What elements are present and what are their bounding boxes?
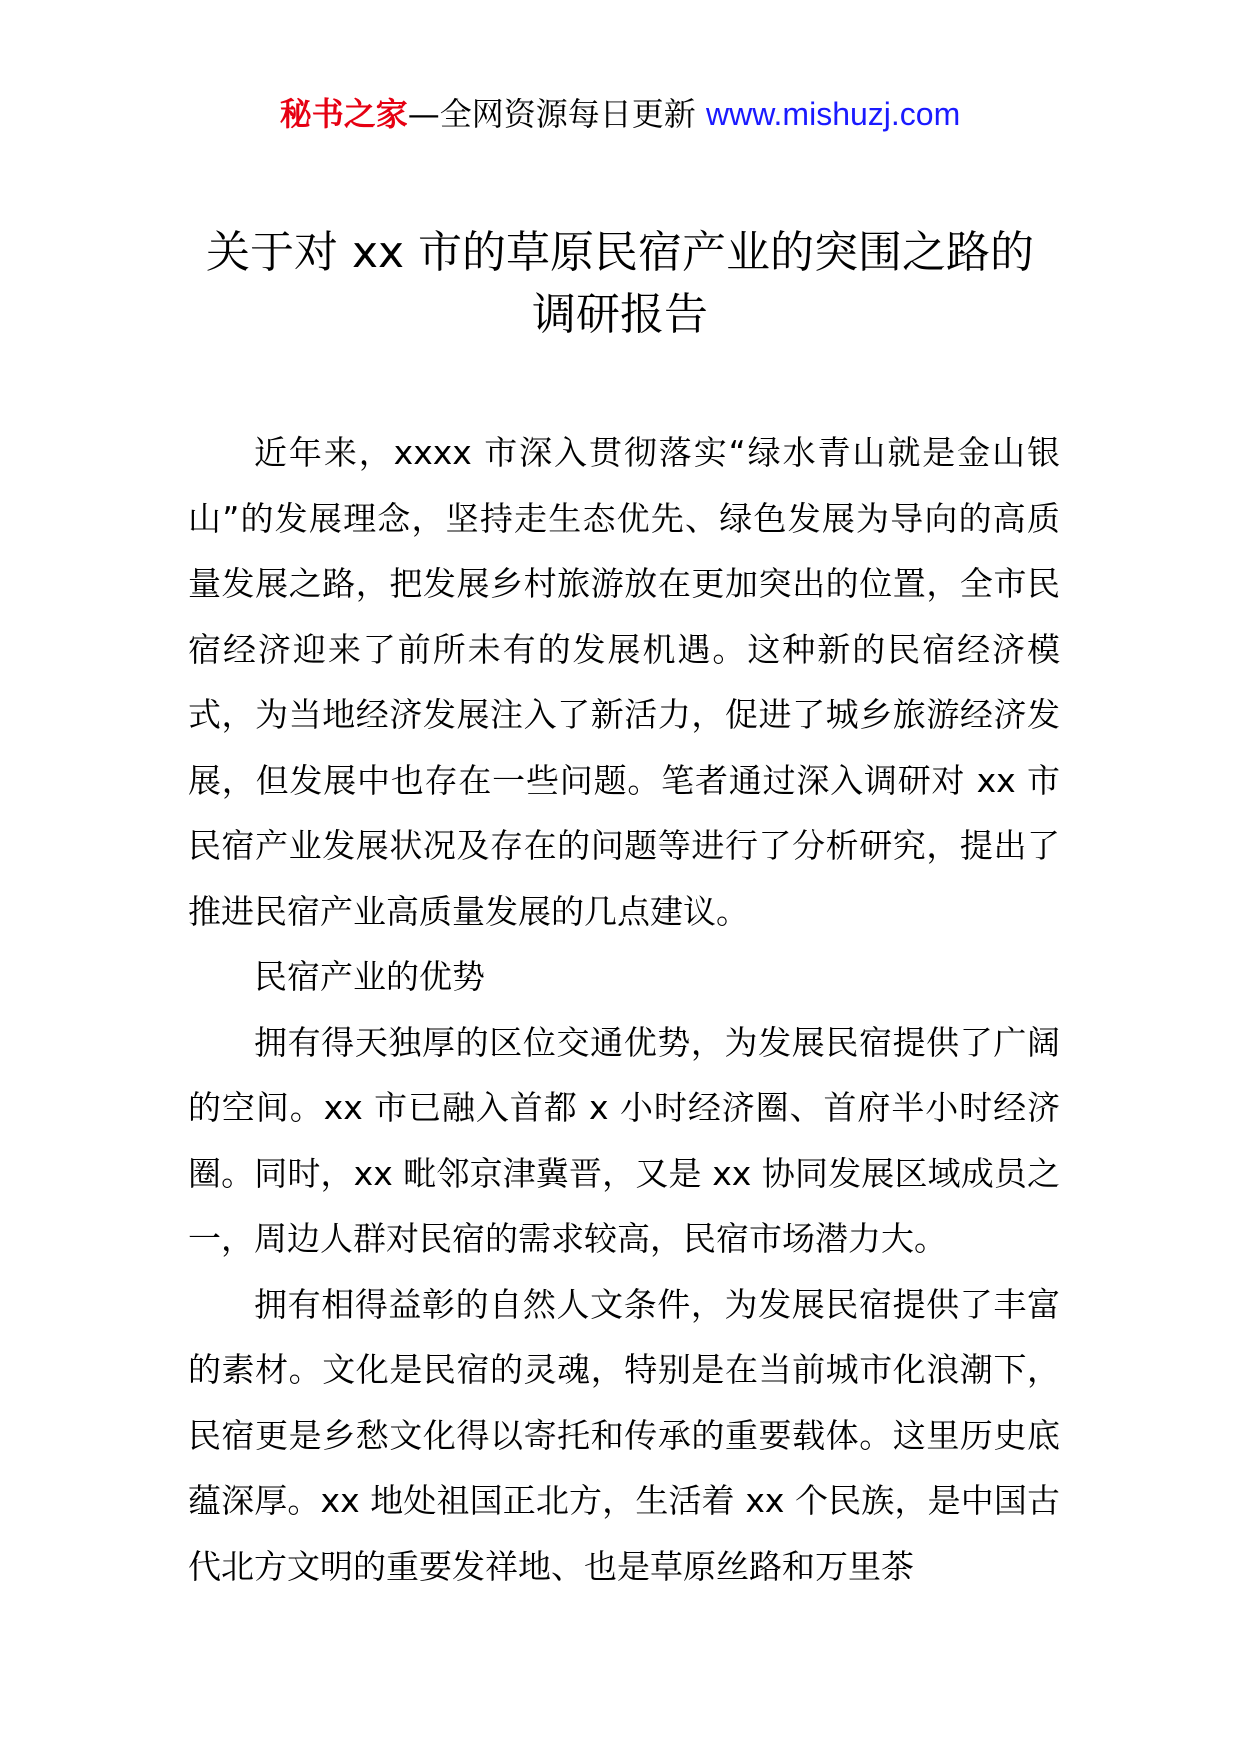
document-body [188,420,1060,1599]
title-line-1: 关于对 xx 市的草原民宿产业的突围之路的 [205,227,1035,278]
document-title [160,222,1080,346]
paragraph-intro: 近年来，xxxx 市深入贯彻落实“绿水青山就是金山银山”的发展理念，坚持走生态优先、绿色发展为导向的高质量发展之路，把发展乡村旅游放在更加突出的位置，全市民宿经济迎来了前所未有的发展机遇。这种新的民宿经济模式，为当地经济发展注入了新活力，促进了城乡旅游经济发展，但发展中也存在一些问题。笔者通过深入调研对 xx 市民宿产业发展状况及存在的问题等进行了分析研究，提出了推进民宿产业高质量发展的几点建议。 [188,433,1060,931]
paragraph-location: 拥有得天独厚的区位交通优势，为发展民宿提供了广阔的空间。xx 市已融入首都 x 小时经济圈、首府半小时经济圈。同时，xx 毗邻京津冀晋，又是 xx 协同发展区域成员之一，周边人群对民宿的需求较高，民宿市场潜力大。 [188,1022,1060,1258]
paragraph-culture: 拥有相得益彰的自然人文条件，为发展民宿提供了丰富的素材。文化是民宿的灵魂，特别是在当前城市化浪潮下，民宿更是乡愁文化得以寄托和传承的重要载体。这里历史底蕴深厚。xx 地处祖国正北方，生活着 xx 个民族，是中国古代北方文明的重要发祥地、也是草原丝路和万里茶 [188,1284,1060,1586]
brand-name: 秘书之家 [279,95,408,133]
title-line-2: 调研报告 [532,289,708,340]
site-url[interactable]: www.mishuzj.com [705,96,961,132]
banner-tagline: —全网资源每日更新 [407,95,706,133]
section-heading: 民宿产业的优势 [254,957,485,996]
site-banner [0,92,1240,136]
